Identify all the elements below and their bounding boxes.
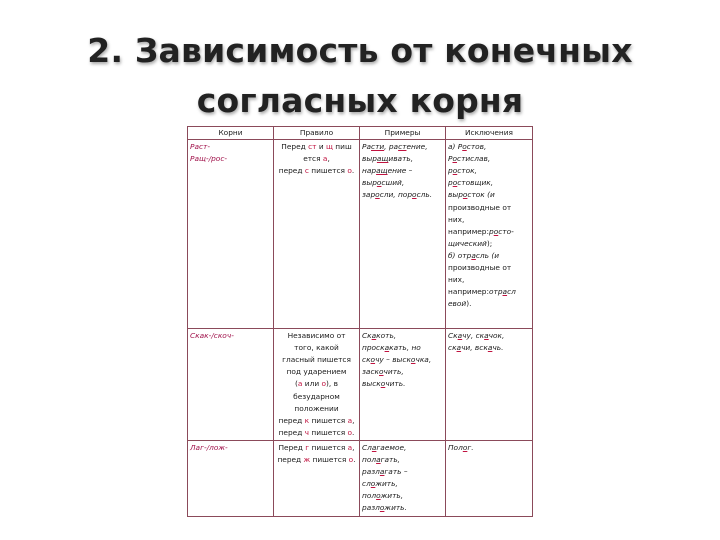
text-segment: пишется (308, 166, 348, 176)
text-segment: а (379, 467, 385, 477)
text-segment: стовщик, (457, 178, 494, 188)
text-segment: производные от (448, 202, 512, 212)
text-segment: о (452, 166, 458, 176)
text-segment: выр (448, 190, 463, 200)
text-segment: гать, (380, 455, 401, 465)
text-segment: чу, ск (462, 331, 485, 341)
text-segment: стов, (466, 142, 487, 152)
text-segment: ), в (326, 379, 338, 389)
text-segment: а (347, 415, 353, 425)
text-segment: выр (362, 178, 377, 188)
text-segment: а (487, 343, 493, 353)
text-segment: положении (294, 403, 339, 413)
text-segment: разл (362, 467, 380, 477)
text-segment: . (353, 455, 356, 465)
text-segment: о (321, 379, 327, 389)
text-segment: них, (448, 214, 465, 224)
text-segment: Перед (281, 142, 309, 152)
text-segment: сток (и (467, 190, 495, 200)
text-segment: ст (398, 142, 407, 152)
text-segment: под ударением (286, 367, 347, 377)
slide-title-line-1: 2. Зависимость от конечных (87, 31, 633, 70)
text-segment: производные от (448, 263, 512, 273)
rule-cell (274, 140, 360, 329)
text-segment: Р (448, 154, 453, 164)
text-segment: о (462, 442, 468, 452)
text-segment: пиш (332, 142, 352, 152)
text-segment: чу – выск (375, 355, 411, 365)
text-segment: пишется (309, 442, 348, 452)
text-segment: гаемое, (376, 442, 407, 452)
text-segment: сти (371, 142, 385, 152)
text-segment: ск (362, 355, 371, 365)
text-segment: пишется (309, 427, 348, 437)
text-segment: пол (362, 491, 377, 501)
text-segment: о (493, 226, 499, 236)
text-segment: Пол (448, 442, 463, 452)
text-segment: а (384, 343, 390, 353)
text-segment: жить, (380, 491, 404, 501)
text-segment: ст (308, 142, 317, 152)
text-segment: ение, (406, 142, 428, 152)
text-segment: Ск (362, 331, 372, 341)
text-segment: , ра (384, 142, 399, 152)
examples-cell (360, 140, 446, 329)
text-segment: чок, (488, 331, 505, 341)
text-segment: , (352, 442, 355, 452)
text-segment: а (371, 331, 377, 341)
text-segment: о (410, 355, 416, 365)
rule-cell (274, 440, 360, 516)
text-segment: перед (277, 455, 304, 465)
text-segment: р (489, 226, 494, 236)
text-segment: нар (362, 166, 377, 176)
text-segment: ащ (376, 166, 388, 176)
rules-table (187, 126, 533, 517)
text-segment: того, какой (294, 343, 339, 353)
text-segment: безударном (293, 391, 340, 401)
text-segment: чить. (385, 379, 406, 389)
text-segment: коть, (376, 331, 397, 341)
text-segment: и (316, 142, 326, 152)
text-segment: жить. (384, 503, 407, 513)
text-segment: например: (448, 226, 489, 236)
text-segment: о (376, 491, 381, 501)
text-segment: ение – (387, 166, 413, 176)
text-segment: кать, но (389, 343, 421, 353)
text-segment: а (347, 442, 353, 452)
text-segment: чь. (492, 343, 504, 353)
text-segment: сл (507, 287, 516, 297)
text-segment: Независимо от (287, 331, 346, 341)
roots-cell (188, 329, 274, 441)
text-segment: ивать, (388, 154, 414, 164)
text-segment: . (352, 427, 355, 437)
text-segment: пишется (310, 455, 349, 465)
text-segment: Ра (362, 142, 371, 152)
text-segment: о (376, 178, 382, 188)
text-segment: щ (325, 142, 333, 152)
text-segment: чить, (383, 367, 404, 377)
text-segment: а (371, 442, 377, 452)
roots-cell (188, 140, 274, 329)
exceptions-cell (446, 140, 533, 329)
root-secondary: Ращ-/рос- (190, 154, 228, 164)
text-segment: выр (362, 154, 377, 164)
text-segment: сль (и (475, 250, 500, 260)
text-segment: сли, пор (379, 190, 413, 200)
text-segment: перед (278, 427, 305, 437)
text-segment: сток, (457, 166, 477, 176)
text-segment: о (348, 455, 354, 465)
root-primary: Лаг-/лож- (190, 442, 228, 452)
text-segment: г. (467, 442, 474, 452)
text-segment: о (370, 355, 376, 365)
slide-title (0, 26, 720, 126)
text-segment: выск (362, 379, 381, 389)
text-segment: о (347, 427, 353, 437)
text-segment: р (448, 178, 453, 188)
text-segment: гать – (384, 467, 408, 477)
header-examples: Примеры (360, 127, 446, 140)
text-segment: о (370, 479, 376, 489)
text-segment: жить, (375, 479, 398, 489)
text-segment: а (322, 154, 328, 164)
text-segment: щический (448, 238, 487, 248)
text-segment: или (302, 379, 322, 389)
text-segment: , (327, 154, 330, 164)
text-segment: ). (466, 299, 472, 309)
root-primary: Раст- (190, 142, 211, 152)
text-segment: а (471, 250, 476, 260)
table-row (188, 329, 533, 441)
text-segment: ащ (376, 154, 389, 164)
text-segment: а (297, 379, 303, 389)
text-segment: проск (362, 343, 385, 353)
text-segment: о (412, 190, 417, 200)
text-segment: гласный пишется (282, 355, 351, 365)
text-segment: . (351, 166, 355, 176)
text-segment: ск (448, 343, 457, 353)
text-segment: ж (303, 455, 311, 465)
text-segment: ( (295, 379, 298, 389)
text-segment: ); (486, 238, 493, 248)
text-segment: о (452, 154, 457, 164)
text-segment: пол (362, 455, 377, 465)
text-segment: о (379, 367, 384, 377)
text-segment: них, (448, 275, 465, 285)
text-segment: например: (448, 287, 489, 297)
examples-cell (360, 329, 446, 441)
table-row (188, 440, 533, 516)
text-segment: а (484, 331, 489, 341)
text-segment: , (352, 415, 355, 425)
rule-cell (274, 329, 360, 441)
text-segment: чи, вск (461, 343, 488, 353)
text-segment: б) отр (448, 250, 472, 260)
header-roots: Корни (188, 127, 274, 140)
root-primary: Скак-/скоч- (190, 331, 234, 341)
text-segment: разл (362, 503, 380, 513)
text-segment: заск (362, 367, 379, 377)
header-exceptions: Исключения (446, 127, 533, 140)
text-segment: Сл (362, 442, 372, 452)
text-segment: евой (448, 299, 467, 309)
exceptions-cell (446, 329, 533, 441)
table-row (188, 140, 533, 329)
text-segment: перед (278, 166, 305, 176)
text-segment: перед (278, 415, 305, 425)
text-segment: к (304, 415, 310, 425)
text-segment: г (305, 442, 310, 452)
text-segment: чка, (415, 355, 432, 365)
text-segment: ч (304, 427, 310, 437)
text-segment: с (304, 166, 309, 176)
text-segment: зар (362, 190, 376, 200)
text-segment: о (462, 190, 468, 200)
header-rule: Правило (274, 127, 360, 140)
text-segment: о (375, 190, 380, 200)
text-segment: сл (362, 479, 371, 489)
text-segment: ется (303, 154, 323, 164)
text-segment: Ск (448, 331, 458, 341)
slide-title-line-2: согласных корня (196, 81, 524, 120)
text-segment: а) Р (448, 142, 463, 152)
table-header-row (188, 127, 533, 140)
text-segment: о (380, 379, 386, 389)
text-segment: стислав, (457, 154, 491, 164)
text-segment: сль. (416, 190, 433, 200)
text-segment: о (452, 178, 458, 188)
text-segment: р (448, 166, 453, 176)
text-segment: Перед (278, 442, 306, 452)
text-segment: о (379, 503, 385, 513)
text-segment: а (376, 455, 381, 465)
text-segment: сший, (381, 178, 405, 188)
text-segment: а (457, 331, 463, 341)
text-segment: а (456, 343, 462, 353)
text-segment: отр (489, 287, 503, 297)
text-segment: пишется (309, 415, 348, 425)
text-segment: сто- (498, 226, 514, 236)
roots-cell (188, 440, 274, 516)
exceptions-cell (446, 440, 533, 516)
text-segment: а (502, 287, 508, 297)
text-segment: о (347, 166, 352, 176)
examples-cell (360, 440, 446, 516)
text-segment: о (462, 142, 467, 152)
